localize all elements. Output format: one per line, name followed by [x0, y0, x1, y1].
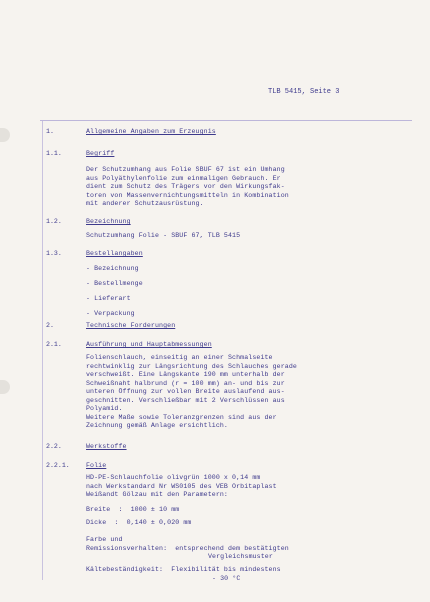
section-number: 1.3.	[46, 250, 62, 257]
param-farbe: Remissionsverhalten: entsprechend dem bestätigten	[86, 544, 289, 552]
paragraph-line: Schweißnaht halbrund (r = 100 mm) an- und bis zur	[86, 379, 285, 387]
paragraph-line: Folienschlauch, einseitig an einer Schmalseite	[86, 354, 273, 361]
section-title: Allgemeine Angaben zum Erzeugnis	[86, 128, 216, 135]
section-number: 2.2.	[46, 443, 62, 450]
section-number: 2.2.1.	[46, 462, 70, 469]
section-title: Werkstoffe	[86, 443, 127, 450]
section-number: 2.	[46, 322, 54, 329]
section-title: Ausführung und Hauptabmessungen	[86, 341, 212, 348]
paragraph-line: mit anderer Schutzausrüstung.	[86, 200, 204, 207]
paragraph-line: HD-PE-Schlauchfolie olivgrün 1000 x 0,14 mm	[86, 474, 261, 481]
section-title: Begriff	[86, 150, 115, 157]
paragraph-line: aus Polyäthylenfolie zum einmaligen Gebrauch. Er	[86, 174, 281, 182]
top-rule	[40, 120, 412, 121]
section-title: Technische Forderungen	[86, 322, 176, 329]
list-item: - Bestellmenge	[86, 280, 143, 287]
paragraph-line: Schutzumhang Folie - SBUF 67, TLB 5415	[86, 232, 241, 239]
margin-line	[42, 120, 43, 580]
page-reference: TLB 5415, Seite 3	[268, 88, 340, 96]
section-title: Bezeichnung	[86, 218, 131, 225]
section-number: 2.1.	[46, 341, 62, 348]
paragraph-line: dient zum Schutz des Trägers vor den Wirkungsfak-	[86, 183, 285, 190]
param-farbe: Farbe und	[86, 536, 123, 543]
param-breite: Breite : 1000 ± 10 mm	[86, 506, 180, 513]
paragraph-line: Zeichnung gemäß Anlage ersichtlich.	[86, 422, 228, 429]
section-number: 1.2.	[46, 218, 62, 225]
paragraph-line: nach Werkstandard Nr WS0105 des VEB Orbitaplast	[86, 482, 277, 490]
punch-hole	[0, 128, 10, 142]
list-item: - Verpackung	[86, 310, 135, 317]
paragraph-line: rechtwinklig zur Längsrichtung des Schlauches gerade	[86, 362, 297, 370]
paragraph-line: Weißandt Gölzau mit den Parametern:	[86, 491, 228, 498]
section-title: Folie	[86, 462, 107, 469]
paragraph-line: verschweißt. Eine Längskante 190 mm unterhalb der	[86, 371, 285, 378]
section-title: Bestellangaben	[86, 250, 143, 257]
paragraph-line: geschnitten. Verschließbar mit 2 Verschlüssen aus	[86, 396, 285, 404]
paragraph-line: unteren Öffnung zur vollen Breite auslaufend aus-	[86, 388, 285, 395]
paragraph-line: toren von Massenvernichtungsmitteln in Kombination	[86, 191, 289, 199]
list-item: - Bezeichnung	[86, 265, 139, 272]
param-farbe: Vergleichsmuster	[208, 553, 273, 560]
list-item: - Lieferart	[86, 295, 131, 302]
paragraph-line: Der Schutzumhang aus Folie SBUF 67 ist ein Umhang	[86, 166, 285, 173]
param-dicke: Dicke : 0,140 ± 0,020 mm	[86, 519, 192, 526]
punch-hole	[0, 380, 10, 394]
param-kaelte: - 30 °C	[212, 574, 241, 582]
paragraph-line: Polyamid.	[86, 405, 123, 412]
section-number: 1.	[46, 128, 54, 135]
paragraph-line: Weitere Maße sowie Toleranzgrenzen sind aus der	[86, 413, 277, 421]
section-number: 1.1.	[46, 150, 62, 157]
param-kaelte: Kältebeständigkeit: Flexibilität bis mindestens	[86, 566, 281, 573]
